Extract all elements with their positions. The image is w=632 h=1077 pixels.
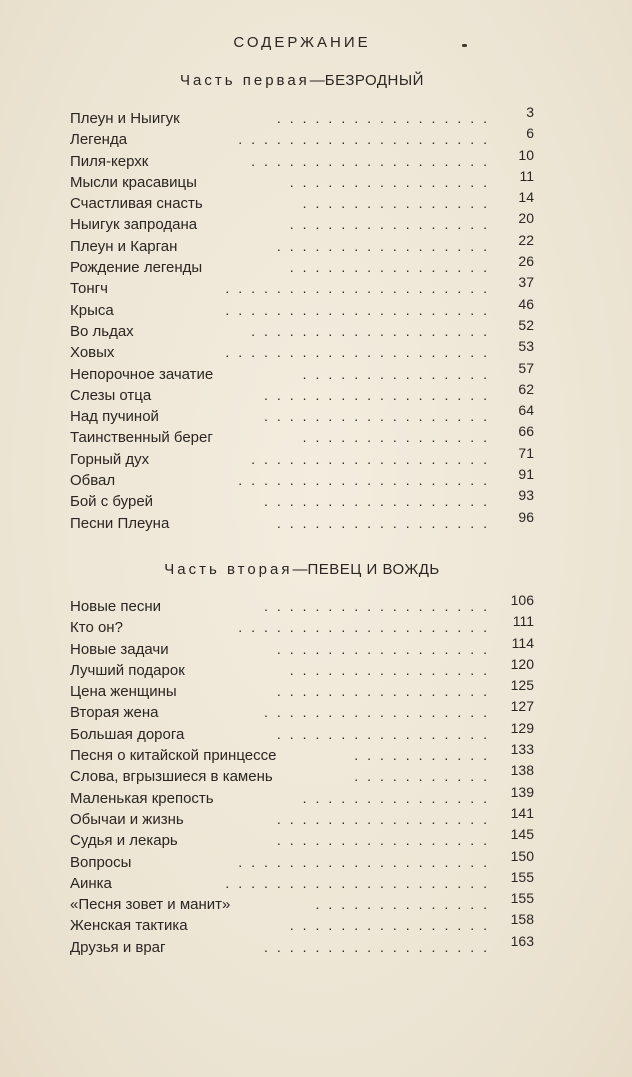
toc-entry-page: 163: [510, 932, 534, 949]
toc-entry-page: 64: [518, 402, 534, 419]
toc-entry-page: 57: [518, 359, 534, 376]
part-1-lead: Часть первая: [180, 72, 310, 89]
dot-leader: .....................: [225, 344, 496, 361]
toc-entry-title: Тонгч: [70, 280, 108, 298]
toc-entry-title: Новые песни: [70, 598, 162, 615]
part-1-name: БЕЗРОДНЫЙ: [324, 72, 424, 89]
toc-entry-page: 14: [518, 189, 534, 206]
toc-entry-page: 71: [518, 444, 534, 461]
dot-leader: ................: [289, 917, 496, 934]
part-2-dash: —: [292, 561, 308, 578]
toc-entry: [70, 167, 536, 193]
dot-leader: ...................: [251, 322, 496, 339]
toc-entry-page: 155: [510, 868, 534, 885]
toc-entry: [70, 253, 536, 278]
print-mark: [462, 44, 467, 47]
toc-entry-title: Ховых: [70, 344, 115, 362]
page-title: СОДЕРЖАНИЕ: [233, 34, 371, 51]
toc-entry: [70, 868, 536, 894]
toc-entry-title: Новые задачи: [70, 640, 169, 658]
toc-entry-page: 158: [510, 911, 534, 928]
dot-leader: ....................: [238, 131, 496, 148]
toc-entry: [70, 189, 536, 214]
toc-entry: [70, 380, 536, 406]
dot-leader: ..................: [263, 408, 496, 425]
toc-entry-page: 150: [510, 847, 534, 864]
toc-entry: [70, 890, 536, 915]
toc-entry-title: Друзья и враг: [70, 938, 166, 956]
toc-entry-page: 133: [510, 741, 534, 758]
toc-entry-title: Слова, вгрызшиеся в камень: [70, 768, 273, 786]
toc-entry: [70, 592, 536, 617]
toc-entry-page: 138: [510, 762, 534, 779]
toc-entry-title: Обвал: [70, 472, 116, 490]
part-2-heading: [0, 561, 604, 578]
toc-entry-title: Бой с бурей: [70, 493, 154, 511]
toc-entry: [70, 783, 536, 809]
dot-leader: ..................: [263, 938, 496, 955]
dot-leader: .................: [276, 683, 496, 700]
part-2-name: ПЕВЕЦ И ВОЖДЬ: [307, 561, 440, 578]
dot-leader: .................: [276, 832, 496, 849]
toc-entry-title: Крыса: [70, 301, 114, 319]
toc-entry: [70, 125, 536, 150]
part-2-contents: [70, 592, 536, 958]
toc-entry: [70, 677, 536, 702]
toc-entry: [70, 338, 536, 363]
toc-entry: [70, 634, 536, 660]
toc-entry-page: 111: [512, 613, 534, 630]
toc-entry: [70, 719, 536, 745]
toc-entry-title: Над пучиной: [70, 408, 159, 426]
dot-leader: .....................: [225, 280, 496, 297]
toc-entry: [70, 655, 536, 681]
toc-entry-page: 53: [518, 338, 534, 355]
toc-entry-title: Легенда: [70, 131, 128, 149]
toc-entry-page: 127: [510, 698, 534, 715]
toc-entry: [70, 613, 536, 638]
toc-entry: [70, 508, 536, 534]
toc-entry: [70, 932, 536, 958]
toc-entry-page: 129: [510, 719, 534, 736]
toc-entry: [70, 741, 536, 766]
toc-entry-page: 10: [518, 146, 534, 163]
dot-leader: .....................: [225, 301, 496, 318]
toc-entry: [70, 316, 536, 342]
toc-entry-title: Обычаи и жизнь: [70, 810, 184, 828]
toc-entry-title: Мысли красавицы: [70, 173, 197, 191]
dot-leader: ...............: [302, 789, 496, 806]
dot-leader: ...............: [302, 429, 496, 446]
toc-entry-page: 37: [518, 274, 534, 291]
toc-entry: [70, 295, 536, 321]
toc-entry-page: 114: [511, 634, 534, 651]
toc-entry: [70, 698, 536, 723]
toc-entry: [70, 146, 536, 172]
dot-leader: ...............: [302, 195, 496, 212]
part-2-lead: Часть вторая: [164, 561, 293, 578]
toc-entry-title: Плеун и Карган: [70, 237, 178, 255]
toc-entry-title: Горный дух: [70, 450, 150, 468]
toc-entry: [70, 804, 536, 830]
part-1-dash: —: [309, 72, 325, 89]
dot-leader: .....................: [225, 874, 496, 891]
dot-leader: ..................: [263, 704, 496, 721]
toc-entry-title: Женская тактика: [70, 917, 188, 935]
toc-entry-title: Кто он?: [70, 619, 123, 637]
toc-entry: [70, 104, 536, 129]
toc-entry-title: Таинственный берег: [70, 429, 213, 447]
toc-entry-page: 141: [510, 804, 534, 821]
toc-entry-page: 96: [518, 508, 534, 525]
dot-leader: ................: [289, 216, 496, 233]
toc-entry-page: 22: [518, 231, 534, 248]
dot-leader: .................: [276, 725, 496, 742]
dot-leader: ..................: [263, 598, 496, 614]
toc-entry: [70, 487, 536, 512]
dot-leader: ..................: [263, 493, 496, 510]
toc-entry-title: Непорочное зачатие: [70, 365, 214, 383]
toc-entry-page: 62: [518, 380, 534, 397]
dot-leader: ....................: [238, 472, 496, 489]
toc-entry: [70, 359, 536, 385]
toc-entry-title: «Песня зовет и манит»: [70, 896, 231, 914]
toc-entry-page: 155: [510, 890, 534, 907]
dot-leader: ....................: [238, 853, 496, 870]
toc-entry-page: 66: [518, 423, 534, 440]
toc-entry-title: Слезы отца: [70, 386, 152, 404]
toc-entry-title: Вопросы: [70, 853, 132, 871]
toc-entry-title: Аинка: [70, 874, 112, 892]
toc-entry-title: Вторая жена: [70, 704, 159, 722]
toc-entry: [70, 911, 536, 936]
dot-leader: ................: [289, 259, 496, 276]
toc-entry-title: Песни Плеуна: [70, 514, 170, 532]
toc-entry-page: 6: [526, 125, 534, 142]
toc-entry-title: Плеун и Ныигук: [70, 110, 180, 127]
toc-entry-page: 26: [518, 253, 534, 270]
toc-entry-title: Маленькая крепость: [70, 789, 214, 807]
toc-entry-page: 125: [510, 677, 534, 694]
toc-entry-title: Лучший подарок: [70, 661, 185, 679]
toc-entry-page: 93: [518, 487, 534, 504]
toc-entry-page: 120: [510, 655, 534, 672]
dot-leader: ...................: [251, 450, 496, 467]
toc-entry-title: Счастливая снасть: [70, 195, 203, 213]
dot-leader: ....................: [238, 619, 496, 636]
toc-entry: [70, 826, 536, 851]
toc-entry: [70, 762, 536, 787]
toc-entry-title: Большая дорога: [70, 725, 185, 743]
toc-entry-title: Песня о китайской принцессе: [70, 747, 277, 765]
dot-leader: ................: [289, 173, 496, 190]
toc-entry-title: Рождение легенды: [70, 259, 203, 277]
toc-entry: [70, 210, 536, 235]
toc-entry: [70, 231, 536, 257]
toc-entry-page: 20: [518, 210, 534, 227]
toc-entry: [70, 274, 536, 299]
part-1-contents: [70, 104, 536, 534]
dot-leader: ...................: [251, 152, 496, 169]
dot-leader: .................: [276, 110, 496, 126]
dot-leader: ...........: [354, 768, 496, 785]
toc-entry: [70, 466, 536, 491]
toc-entry-title: Судья и лекарь: [70, 832, 178, 850]
toc-entry-title: Во льдах: [70, 322, 134, 340]
toc-entry-page: 3: [526, 104, 534, 120]
toc-entry-title: Цена женщины: [70, 683, 177, 701]
dot-leader: ...........: [354, 747, 496, 764]
dot-leader: ................: [289, 661, 496, 678]
toc-entry: [70, 444, 536, 470]
toc-entry-title: Пиля-керхк: [70, 152, 149, 170]
toc-entry: [70, 423, 536, 448]
toc-entry-page: 52: [518, 316, 534, 333]
toc-entry-page: 139: [510, 783, 534, 800]
dot-leader: .................: [276, 237, 496, 254]
dot-leader: .................: [276, 810, 496, 827]
dot-leader: ..............: [315, 896, 496, 913]
toc-entry-page: 46: [518, 295, 534, 312]
toc-entry: [70, 847, 536, 873]
toc-entry-title: Ныигук запродана: [70, 216, 198, 234]
part-1-heading: [0, 72, 604, 89]
toc-entry: [70, 402, 536, 427]
dot-leader: ..................: [263, 386, 496, 403]
dot-leader: .................: [276, 640, 496, 657]
toc-entry-page: 145: [510, 826, 534, 843]
dot-leader: ...............: [302, 365, 496, 382]
toc-entry-page: 11: [519, 167, 534, 184]
dot-leader: .................: [276, 514, 496, 531]
toc-entry-page: 91: [518, 466, 534, 483]
toc-entry-page: 106: [510, 592, 534, 608]
